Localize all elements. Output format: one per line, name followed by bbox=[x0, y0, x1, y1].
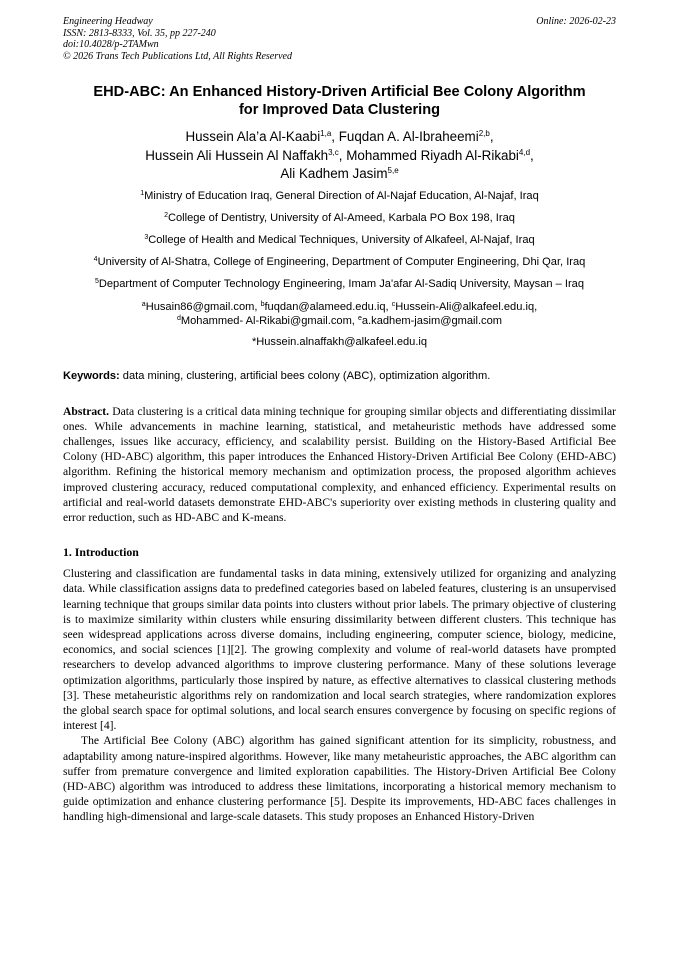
copyright-line: © 2026 Trans Tech Publications Ltd, All Rights Reserved bbox=[63, 50, 292, 62]
author-sup: 3,c bbox=[328, 147, 339, 157]
email-list bbox=[63, 300, 616, 328]
paper-title bbox=[63, 83, 616, 119]
journal-name: Engineering Headway bbox=[63, 16, 153, 27]
affiliation-sup: 3 bbox=[144, 233, 149, 241]
affiliation bbox=[63, 190, 616, 203]
affiliation-sup: 4 bbox=[93, 255, 98, 263]
email-link[interactable]: Husain86@gmail.com, bbox=[145, 300, 261, 313]
affiliation-sup: 5 bbox=[94, 277, 99, 285]
author-sup: 1,a bbox=[320, 129, 332, 138]
email-sup: c bbox=[391, 300, 396, 308]
email-line-1 bbox=[63, 300, 616, 314]
affiliation bbox=[63, 256, 616, 269]
affiliation bbox=[63, 212, 616, 225]
abstract-label: Abstract. bbox=[63, 404, 110, 418]
author-sup: 5,e bbox=[387, 166, 399, 175]
email-sup: d bbox=[176, 314, 181, 322]
keywords bbox=[63, 369, 616, 383]
affiliation bbox=[63, 234, 616, 247]
author-sup: 2,b bbox=[478, 129, 490, 138]
email-sup: a bbox=[141, 300, 146, 308]
keywords-label: Keywords: bbox=[63, 369, 120, 382]
affiliation bbox=[63, 278, 616, 291]
corresponding-email[interactable]: *Hussein.alnaffakh@alkafeel.edu.iq bbox=[251, 335, 428, 348]
email-link[interactable]: Mohammed- Al-Rikabi@gmail.com, bbox=[180, 314, 358, 327]
abstract-text: Data clustering is a critical data mining technique for grouping similar objects and differentiating dissimilar ones. While advancements in machine learning, statistical, and metaheuristic methods have addressed some challenges, issues like accuracy, efficiency, and scalability persist. Building on the History-Based Artificial Bee Colony (HD-ABC) algorithm, this paper introduces the Enhanced History-Driven Artificial Bee Colony (EHD-ABC) algorithm. Refining the historical memory mechanism and optimization process, the proposed algorithm achieves improved clustering accuracy, reduced computational complexity, and enhanced efficiency. Experimental results on artificial and real-world datasets demonstrate EHD-ABC's superiority over existing methods in clustering quality and error reduction, such as HD-ABC and K-means. bbox=[63, 404, 616, 524]
email-sup: b bbox=[260, 300, 265, 308]
affiliation-text: College of Health and Medical Techniques, University of Alkafeel, Al-Najaf, Iraq bbox=[148, 233, 535, 246]
email-line-2 bbox=[63, 314, 616, 328]
issn-line: ISSN: 2813-8333, Vol. 35, pp 227-240 bbox=[63, 27, 216, 39]
affiliation-text: College of Dentistry, University of Al-Ameed, Karbala PO Box 198, Iraq bbox=[167, 211, 515, 224]
online-date: Online: 2026-02-23 bbox=[536, 16, 616, 27]
email-link[interactable]: fuqdan@alameed.edu.iq, bbox=[264, 300, 392, 313]
affiliations bbox=[63, 190, 616, 291]
running-header bbox=[63, 16, 616, 62]
author-name: Hussein Ala’a Al-Kaabi bbox=[185, 129, 321, 144]
email-sup: e bbox=[357, 314, 362, 322]
affiliation-text: Department of Computer Technology Engineering, Imam Ja'afar Al-Sadiq University, Maysan – Iraq bbox=[98, 277, 585, 290]
section-heading: 1. Introduction bbox=[63, 545, 139, 560]
author-line-2 bbox=[63, 147, 616, 166]
author-name: , Mohammed Riyadh Al-Rikabi bbox=[338, 147, 519, 163]
author-line-3 bbox=[63, 165, 616, 184]
author-sup: 4,d bbox=[518, 147, 531, 157]
title-line-2: for Improved Data Clustering bbox=[238, 102, 441, 118]
author-separator: , bbox=[489, 129, 494, 144]
affiliation-sup: 1 bbox=[140, 189, 145, 197]
author-line-1 bbox=[63, 128, 616, 147]
author-name: Hussein Ali Hussein Al Naffakh bbox=[145, 147, 329, 163]
intro-paragraph-1: Clustering and classification are fundamental tasks in data mining, extensively utilized for organizing and analyzing data. While classification assigns data to predefined categories based on labeled features, clustering is an unsupervised learning technique that groups similar data points into clusters without prior labels. The primary objective of clustering is to maximize similarity within clusters while ensuring dissimilarity between different clusters. This technique has seen widespread applications across diverse domains, including engineering, computer science, biology, medicine, economics, and social sciences [1][2]. The growing complexity and volume of real-world datasets have prompted researchers to develop advanced algorithms to improve clustering performance. Many of these solutions leverage optimization algorithms, particularly those inspired by nature, as effective alternatives to classical clustering methods [3]. These metaheuristic algorithms rely on randomization and local search strategies, where randomization explores the global search space for optimal solutions, and local search ensures convergence by focusing on specific regions of interest [4]. bbox=[63, 567, 616, 733]
author-name: Ali Kadhem Jasim bbox=[280, 166, 388, 181]
journal-info bbox=[63, 16, 292, 62]
affiliation-sup: 2 bbox=[164, 211, 168, 219]
abstract bbox=[63, 404, 616, 526]
email-link[interactable]: a.kadhem-jasim@gmail.com bbox=[361, 314, 503, 327]
doi-line: doi:10.4028/p-2TAMwn bbox=[63, 39, 159, 50]
author-separator: , bbox=[530, 147, 534, 163]
title-line-1: EHD-ABC: An Enhanced History-Driven Artificial Bee Colony Algorithm bbox=[93, 84, 586, 100]
author-list bbox=[63, 128, 616, 184]
affiliation-text: University of Al-Shatra, College of Engineering, Department of Computer Engineering, Dhi Qar, Iraq bbox=[97, 255, 586, 268]
affiliation-text: Ministry of Education Iraq, General Direction of Al-Najaf Education, Al-Najaf, Iraq bbox=[144, 189, 539, 202]
author-name: , Fuqdan A. Al-Ibraheemi bbox=[331, 129, 479, 144]
intro-paragraph-2: The Artificial Bee Colony (ABC) algorithm has gained significant attention for its simplicity, robustness, and adaptability among nature-inspired algorithms. However, like many metaheuristic approaches, the ABC algorithm can suffer from premature convergence and limited exploration capabilities. The History-Driven Artificial Bee Colony (HD-ABC) algorithm was introduced to address these limitations, incorporating a historical memory mechanism to guide optimization and enhance clustering performance [5]. Despite its improvements, HD-ABC faces challenges in handling high-dimensional and large-scale datasets. This study proposes an Enhanced History-Driven bbox=[63, 734, 616, 824]
keywords-text: data mining, clustering, artificial bees colony (ABC), optimization algorithm. bbox=[119, 369, 491, 382]
email-link[interactable]: Hussein-Ali@alkafeel.edu.iq, bbox=[395, 300, 538, 313]
